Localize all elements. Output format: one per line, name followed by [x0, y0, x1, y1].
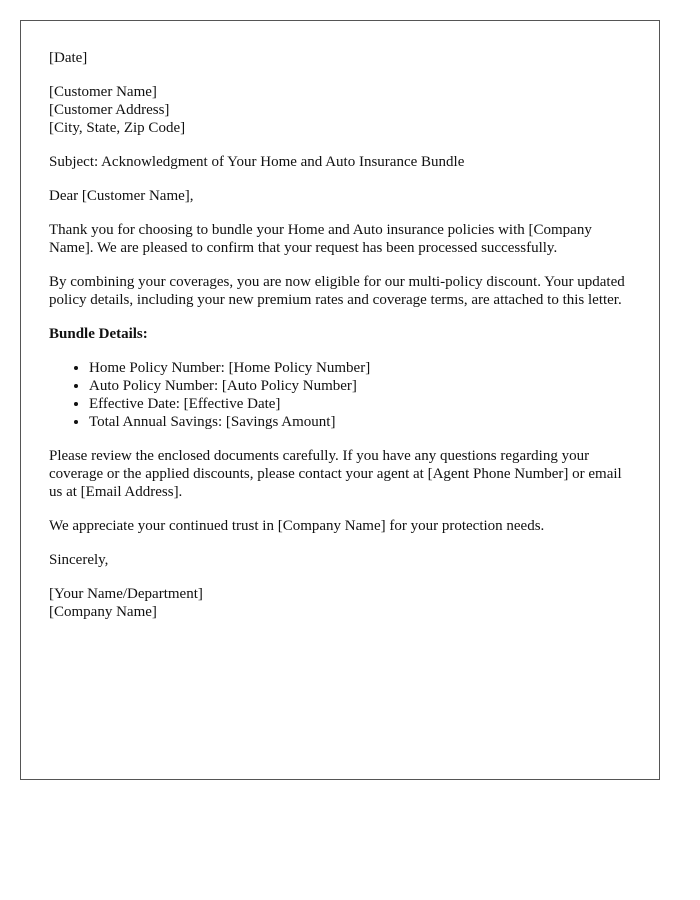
bundle-item-effective-date: • Effective Date: [Effective Date] — [89, 395, 631, 413]
body-paragraph-3: Please review the enclosed documents carefully. If you have any questions regarding your coverage or the applied discounts, please contact your agent at [Agent Phone Number] or email us at [Email Address]. — [49, 448, 622, 500]
body-paragraph-1: Thank you for choosing to bundle your Home and Auto insurance policies with [Company Name]. We are pleased to confirm that your request has been processed successfully. — [49, 222, 592, 256]
salutation: Dear [Customer Name], — [49, 188, 194, 204]
letter-subject: Subject: Acknowledgment of Your Home and Auto Insurance Bundle — [49, 154, 465, 170]
letter-date: [Date] — [49, 50, 88, 66]
closing: Sincerely, — [49, 552, 109, 568]
recipient-name: [Customer Name] — [49, 84, 157, 100]
recipient-block — [49, 83, 631, 137]
bundle-item-home-policy: • Home Policy Number: [Home Policy Number] — [89, 359, 631, 377]
bundle-details-heading: Bundle Details: — [49, 326, 148, 342]
signature-company: [Company Name] — [49, 604, 157, 620]
signature-name-department: [Your Name/Department] — [49, 586, 203, 602]
recipient-address: [Customer Address] — [49, 102, 170, 118]
bundle-item-annual-savings: • Total Annual Savings: [Savings Amount] — [89, 413, 631, 431]
letter-page — [20, 20, 660, 780]
recipient-city-state-zip: [City, State, Zip Code] — [49, 120, 186, 136]
bundle-details-list — [49, 359, 631, 431]
signature-block — [49, 585, 631, 621]
body-paragraph-4: We appreciate your continued trust in [Company Name] for your protection needs. — [49, 518, 545, 534]
bundle-item-auto-policy: • Auto Policy Number: [Auto Policy Number] — [89, 377, 631, 395]
body-paragraph-2: By combining your coverages, you are now eligible for our multi-policy discount. Your updated policy details, including your new premium rates and coverage terms, are attached to this letter. — [49, 274, 625, 308]
